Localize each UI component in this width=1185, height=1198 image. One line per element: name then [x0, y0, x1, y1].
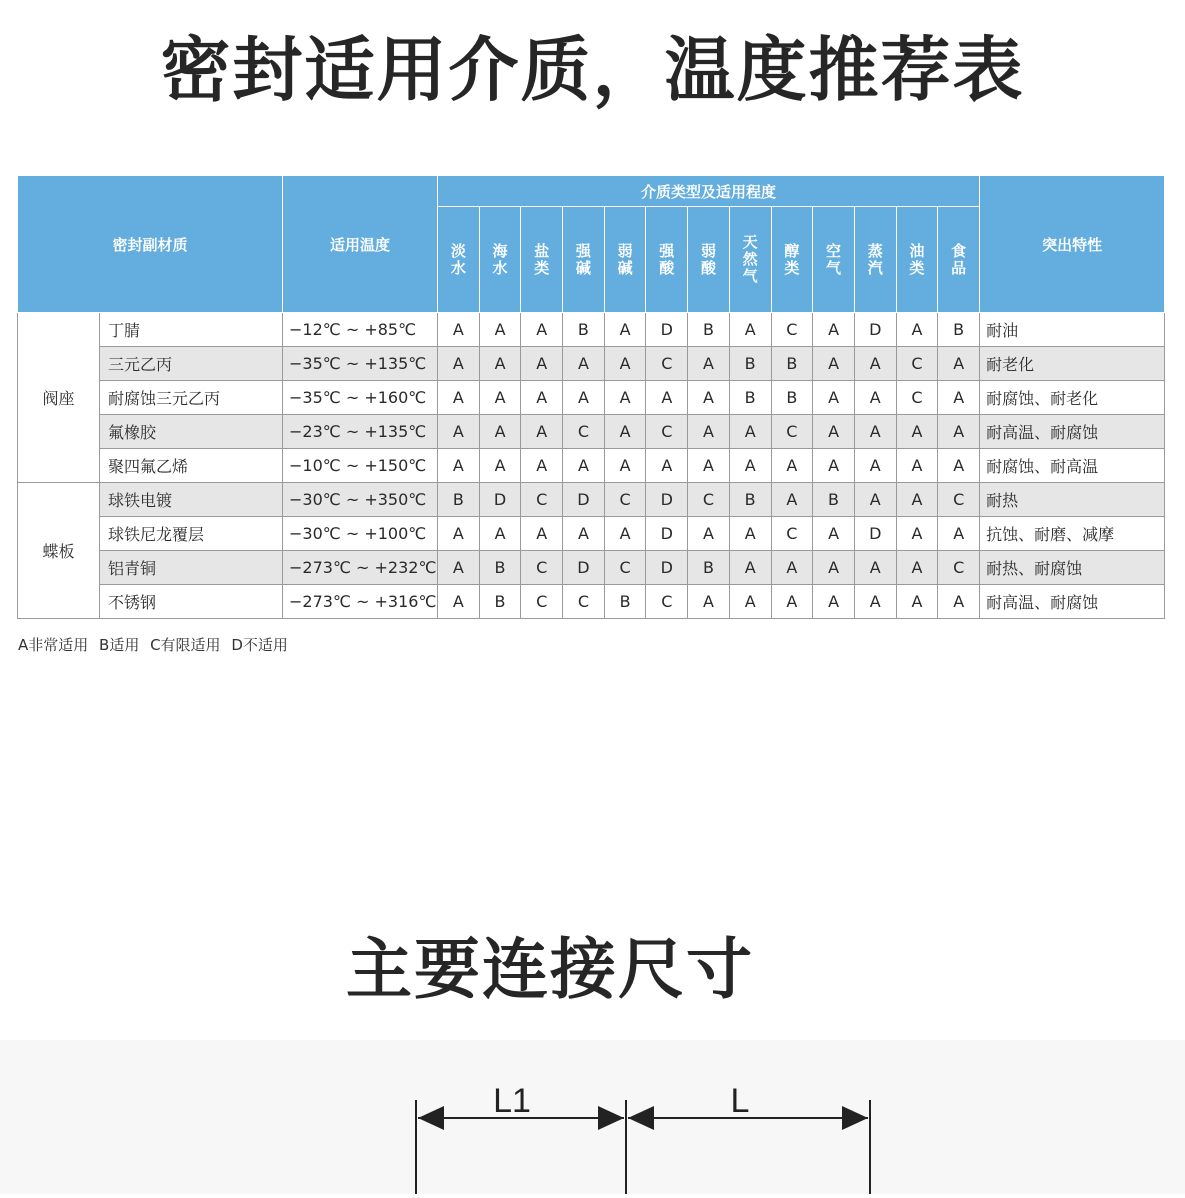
rating-cell: A	[938, 585, 980, 619]
table-row	[18, 449, 1165, 483]
table-row	[18, 551, 1165, 585]
rating-cell: B	[563, 313, 605, 347]
rating-cell: A	[813, 517, 855, 551]
table-row	[18, 415, 1165, 449]
rating-cell: C	[896, 347, 938, 381]
rating-cell: A	[479, 517, 521, 551]
temperature-cell: −30℃ ~ +350℃	[283, 483, 438, 517]
rating-cell: A	[604, 449, 646, 483]
rating-cell: A	[854, 449, 896, 483]
rating-cell: A	[688, 449, 730, 483]
rating-cell: A	[813, 313, 855, 347]
feature-cell: 耐老化	[980, 347, 1165, 381]
rating-cell: B	[771, 347, 813, 381]
rating-cell: A	[813, 415, 855, 449]
dimension-drawing	[0, 1040, 1185, 1194]
rating-cell: A	[521, 415, 563, 449]
material-cell: 铝青铜	[100, 551, 283, 585]
rating-cell: B	[729, 483, 771, 517]
feature-cell: 耐高温、耐腐蚀	[980, 585, 1165, 619]
rating-cell: C	[646, 585, 688, 619]
header-media-11: 蒸 汽	[854, 207, 896, 313]
table-row	[18, 381, 1165, 415]
rating-cell: A	[521, 347, 563, 381]
rating-cell: A	[813, 381, 855, 415]
rating-cell: D	[563, 483, 605, 517]
rating-cell: A	[938, 449, 980, 483]
material-cell: 球铁电镀	[100, 483, 283, 517]
rating-cell: C	[521, 483, 563, 517]
rating-cell: C	[521, 585, 563, 619]
rating-cell: A	[563, 449, 605, 483]
header-media-4: 强 碱	[563, 207, 605, 313]
group-label: 阀座	[18, 313, 100, 483]
header-media-7: 弱 酸	[688, 207, 730, 313]
rating-cell: A	[896, 585, 938, 619]
rating-cell: A	[729, 551, 771, 585]
rating-cell: A	[854, 551, 896, 585]
rating-cell: A	[729, 449, 771, 483]
rating-cell: A	[438, 415, 480, 449]
temperature-cell: −35℃ ~ +160℃	[283, 381, 438, 415]
rating-cell: D	[854, 517, 896, 551]
material-cell: 氟橡胶	[100, 415, 283, 449]
rating-cell: A	[438, 517, 480, 551]
rating-cell: B	[729, 347, 771, 381]
rating-cell: B	[813, 483, 855, 517]
rating-cell: B	[479, 551, 521, 585]
rating-cell: A	[438, 313, 480, 347]
rating-cell: A	[854, 347, 896, 381]
rating-cell: B	[688, 313, 730, 347]
rating-cell: A	[438, 449, 480, 483]
rating-cell: A	[938, 381, 980, 415]
rating-cell: C	[563, 585, 605, 619]
rating-cell: A	[521, 517, 563, 551]
header-media-9: 醇 类	[771, 207, 813, 313]
rating-cell: A	[896, 517, 938, 551]
rating-cell: A	[521, 449, 563, 483]
material-cell: 球铁尼龙覆层	[100, 517, 283, 551]
page-title: 密封适用介质，温度推荐表	[160, 29, 1025, 111]
rating-cell: A	[896, 313, 938, 347]
rating-cell: A	[563, 347, 605, 381]
rating-cell: C	[604, 551, 646, 585]
rating-cell: D	[646, 551, 688, 585]
rating-cell: C	[938, 551, 980, 585]
rating-cell: A	[688, 347, 730, 381]
header-media-5: 弱 碱	[604, 207, 646, 313]
rating-cell: C	[771, 517, 813, 551]
rating-cell: A	[521, 381, 563, 415]
rating-cell: A	[438, 551, 480, 585]
rating-cell: A	[646, 449, 688, 483]
rating-cell: A	[438, 381, 480, 415]
feature-cell: 耐热	[980, 483, 1165, 517]
header-media-1: 淡 水	[438, 207, 480, 313]
material-cell: 耐腐蚀三元乙丙	[100, 381, 283, 415]
temperature-cell: −12℃ ~ +85℃	[283, 313, 438, 347]
material-cell: 聚四氟乙烯	[100, 449, 283, 483]
rating-cell: D	[646, 483, 688, 517]
rating-cell: A	[854, 483, 896, 517]
rating-cell: A	[688, 415, 730, 449]
rating-cell: D	[646, 313, 688, 347]
rating-cell: A	[604, 415, 646, 449]
rating-cell: C	[563, 415, 605, 449]
dimension-label-l: L	[730, 1082, 750, 1120]
rating-cell: C	[604, 483, 646, 517]
media-temperature-table	[17, 175, 1165, 619]
rating-cell: A	[479, 347, 521, 381]
rating-cell: A	[771, 585, 813, 619]
temperature-cell: −30℃ ~ +100℃	[283, 517, 438, 551]
rating-cell: B	[938, 313, 980, 347]
table-row	[18, 483, 1165, 517]
rating-cell: B	[479, 585, 521, 619]
material-cell: 不锈钢	[100, 585, 283, 619]
rating-cell: C	[646, 347, 688, 381]
header-temperature: 适用温度	[283, 176, 438, 313]
rating-cell: B	[771, 381, 813, 415]
header-material: 密封副材质	[18, 176, 283, 313]
header-media-group: 介质类型及适用程度	[438, 176, 980, 207]
rating-cell: D	[563, 551, 605, 585]
temperature-cell: −10℃ ~ +150℃	[283, 449, 438, 483]
rating-cell: C	[688, 483, 730, 517]
rating-cell: C	[771, 415, 813, 449]
rating-cell: A	[688, 585, 730, 619]
rating-cell: A	[896, 449, 938, 483]
header-media-12: 油 类	[896, 207, 938, 313]
rating-cell: A	[604, 313, 646, 347]
rating-cell: A	[896, 415, 938, 449]
rating-cell: A	[813, 551, 855, 585]
header-media-2: 海 水	[479, 207, 521, 313]
rating-legend: A非常适用 B适用 C有限适用 D不适用	[18, 636, 288, 654]
rating-cell: D	[479, 483, 521, 517]
rating-cell: C	[896, 381, 938, 415]
feature-cell: 抗蚀、耐磨、减摩	[980, 517, 1165, 551]
rating-cell: C	[646, 415, 688, 449]
rating-cell: A	[521, 313, 563, 347]
feature-cell: 耐高温、耐腐蚀	[980, 415, 1165, 449]
rating-cell: A	[813, 449, 855, 483]
rating-cell: A	[563, 381, 605, 415]
rating-cell: A	[813, 585, 855, 619]
header-feature: 突出特性	[980, 176, 1165, 313]
rating-cell: C	[938, 483, 980, 517]
rating-cell: B	[688, 551, 730, 585]
header-media-6: 强 酸	[646, 207, 688, 313]
rating-cell: A	[938, 347, 980, 381]
rating-cell: A	[938, 517, 980, 551]
material-cell: 三元乙丙	[100, 347, 283, 381]
section-title-connection-dimensions: 主要连接尺寸	[346, 931, 754, 1008]
rating-cell: A	[688, 517, 730, 551]
rating-cell: A	[896, 551, 938, 585]
rating-cell: A	[854, 415, 896, 449]
header-media-13: 食 品	[938, 207, 980, 313]
rating-cell: C	[521, 551, 563, 585]
table-row	[18, 347, 1165, 381]
rating-cell: A	[854, 585, 896, 619]
rating-cell: A	[646, 381, 688, 415]
rating-cell: A	[604, 347, 646, 381]
rating-cell: A	[771, 449, 813, 483]
rating-cell: A	[604, 381, 646, 415]
rating-cell: B	[438, 483, 480, 517]
rating-cell: A	[729, 313, 771, 347]
material-cell: 丁腈	[100, 313, 283, 347]
rating-cell: A	[771, 551, 813, 585]
rating-cell: A	[604, 517, 646, 551]
feature-cell: 耐油	[980, 313, 1165, 347]
table-row	[18, 313, 1165, 347]
feature-cell: 耐热、耐腐蚀	[980, 551, 1165, 585]
rating-cell: A	[729, 517, 771, 551]
header-media-8: 天 然 气	[729, 207, 771, 313]
rating-cell: A	[813, 347, 855, 381]
table-row	[18, 585, 1165, 619]
table-row	[18, 517, 1165, 551]
temperature-cell: −273℃ ~ +316℃	[283, 585, 438, 619]
rating-cell: B	[729, 381, 771, 415]
rating-cell: A	[938, 415, 980, 449]
rating-cell: A	[479, 449, 521, 483]
header-media-3: 盐 类	[521, 207, 563, 313]
temperature-cell: −273℃ ~ +232℃	[283, 551, 438, 585]
rating-cell: A	[479, 313, 521, 347]
rating-cell: C	[771, 313, 813, 347]
rating-cell: A	[479, 381, 521, 415]
temperature-cell: −35℃ ~ +135℃	[283, 347, 438, 381]
rating-cell: A	[896, 483, 938, 517]
rating-cell: A	[771, 483, 813, 517]
rating-cell: A	[438, 585, 480, 619]
rating-cell: A	[854, 381, 896, 415]
rating-cell: A	[729, 585, 771, 619]
temperature-cell: −23℃ ~ +135℃	[283, 415, 438, 449]
rating-cell: D	[854, 313, 896, 347]
rating-cell: A	[438, 347, 480, 381]
group-label: 蝶板	[18, 483, 100, 619]
rating-cell: D	[646, 517, 688, 551]
rating-cell: A	[729, 415, 771, 449]
feature-cell: 耐腐蚀、耐老化	[980, 381, 1165, 415]
rating-cell: B	[604, 585, 646, 619]
dimension-label-l1: L1	[493, 1082, 531, 1120]
rating-cell: A	[688, 381, 730, 415]
rating-cell: A	[563, 517, 605, 551]
header-media-10: 空 气	[813, 207, 855, 313]
rating-cell: A	[479, 415, 521, 449]
feature-cell: 耐腐蚀、耐高温	[980, 449, 1165, 483]
dimension-lines	[0, 1040, 1185, 1194]
